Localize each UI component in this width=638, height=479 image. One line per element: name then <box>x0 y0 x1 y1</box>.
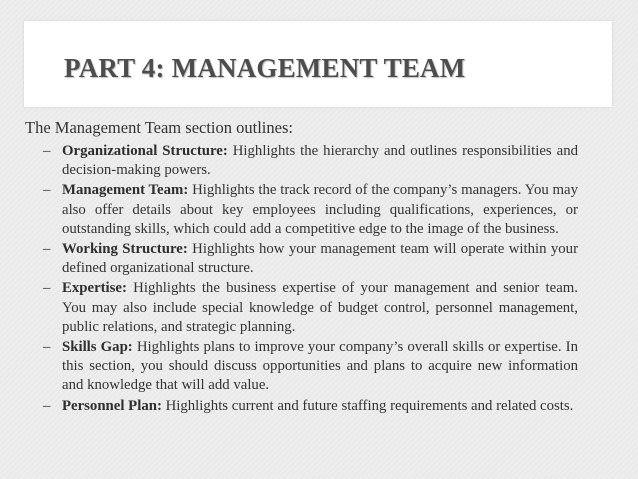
item-text: Highlights current and future staffing requirements and related costs. <box>165 397 574 414</box>
item-text: Highlights how your management team will operate within your defined organizational structure. <box>62 241 579 277</box>
page-title: PART 4: MANAGEMENT TEAM <box>64 53 466 83</box>
bullet-list <box>43 142 578 417</box>
dash-bullet-icon: – <box>43 182 51 199</box>
list-item-management-team <box>43 181 578 239</box>
dash-bullet-icon: – <box>43 143 51 159</box>
item-text: Highlights plans to improve your company’s overall skills or expertise. In this section, you should discuss opportunities and plans to acquire new information and knowledge that will add value. <box>62 339 578 394</box>
item-term: Skills Gap: <box>62 339 133 356</box>
dash-bullet-icon: – <box>43 241 51 258</box>
intro-text: The Management Team section outlines: <box>25 118 293 137</box>
dash-bullet-icon: – <box>43 397 51 414</box>
item-term: Working Structure: <box>62 241 188 258</box>
item-text: Highlights the business expertise of your management and senior team. You may also include special knowledge of budget control, personnel management, public relations, and strategic planning. <box>62 280 579 335</box>
list-item-organizational-structure <box>43 142 578 180</box>
dash-bullet-icon: – <box>43 280 51 297</box>
dash-bullet-icon: – <box>43 339 51 356</box>
item-text: Highlights the hierarchy and outlines responsibilities and decision-making powers. <box>62 143 578 179</box>
list-item-personnel-plan <box>43 397 578 416</box>
list-item-skills-gap <box>43 338 578 396</box>
item-text: Highlights the track record of the company’s managers. You may also offer details about key employees including qualifications, experiences, or outstanding skills, which could add a competitive edge to the image of the business. <box>62 182 579 237</box>
list-item-expertise <box>43 279 578 337</box>
item-term: Expertise: <box>62 280 127 297</box>
item-term: Personnel Plan: <box>62 397 162 414</box>
item-term: Organizational Structure: <box>62 143 228 159</box>
item-term: Management Team: <box>62 182 189 199</box>
list-item-working-structure <box>43 240 578 278</box>
